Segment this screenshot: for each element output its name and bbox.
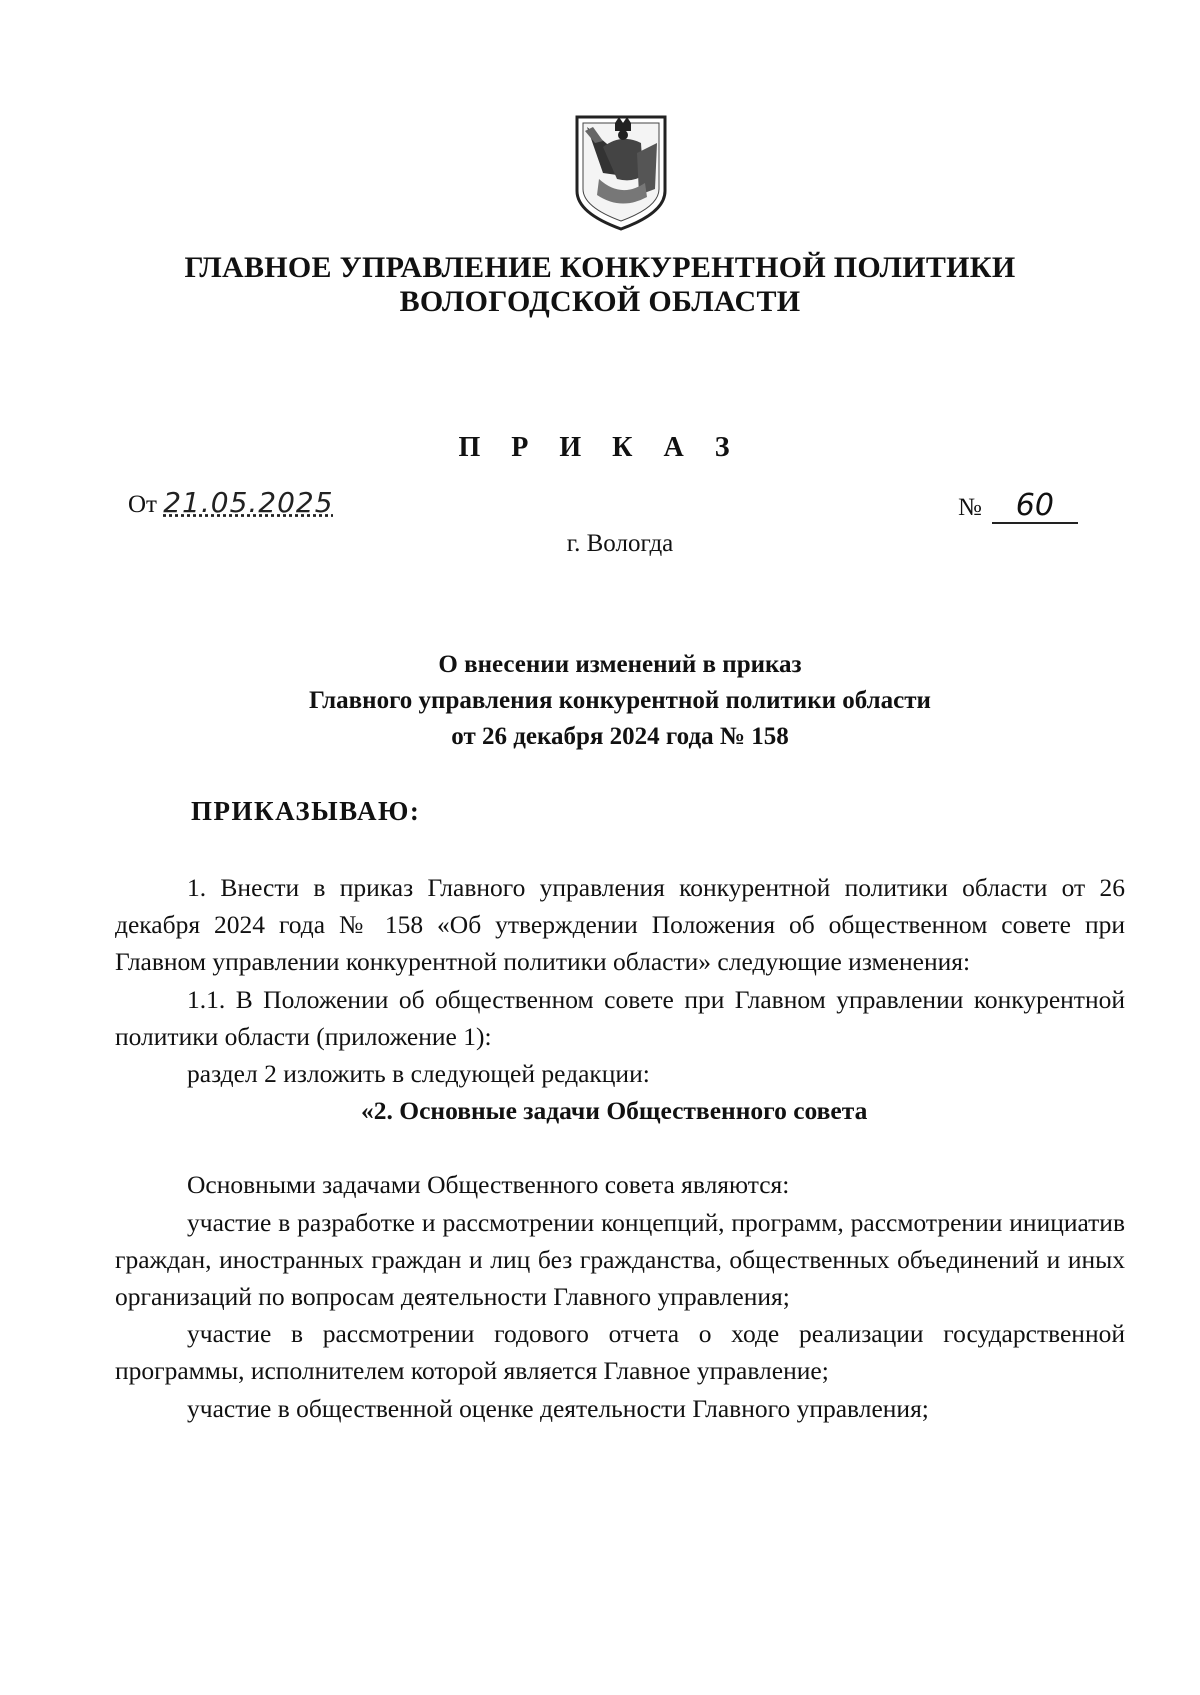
city: г. Вологда bbox=[566, 530, 674, 557]
document-type: П Р И К А З bbox=[458, 432, 742, 463]
paragraph-item-1-1: 1.1. В Положении об общественном совете при Главном управлении конкурентной политики области (приложение 1): bbox=[115, 984, 1125, 1051]
paragraph-section-2: раздел 2 изложить в следующей редакции: bbox=[187, 1059, 650, 1089]
number-row bbox=[958, 490, 1078, 524]
number-value: 60 bbox=[992, 490, 1078, 524]
document-body bbox=[115, 869, 1125, 1427]
organization-name-line2: ВОЛОГОДСКОЙ ОБЛАСТИ bbox=[399, 285, 801, 318]
title-line1: О внесении изменений в приказ bbox=[438, 651, 802, 678]
coat-of-arms-icon bbox=[573, 113, 669, 231]
title-line2: Главного управления конкурентной политики области bbox=[309, 687, 931, 714]
title-line3: от 26 декабря 2024 года № 158 bbox=[451, 723, 789, 750]
paragraph-item-1: 1. Внести в приказ Главного управления конкурентной политики области от 26 декабря 2024 года № 158 «Об утверждении Положения об общественном совете при Главном управлении конкурентной политики области» следующие изменения: bbox=[115, 873, 1125, 977]
paragraph-task-3: участие в общественной оценке деятельности Главного управления; bbox=[187, 1393, 929, 1423]
paragraph-task-1: участие в разработке и рассмотрении концепций, программ, рассмотрении инициатив граждан, иностранных граждан и лиц без гражданства, общественных объединений и иных организаций по вопросам деятельности Главного управления; bbox=[115, 1207, 1125, 1312]
date-row bbox=[128, 486, 334, 519]
date-prefix: От bbox=[128, 491, 157, 518]
date-value: 21.05.2025 bbox=[163, 486, 334, 519]
paragraph-tasks-intro: Основными задачами Общественного совета являются: bbox=[187, 1170, 790, 1200]
number-prefix: № bbox=[958, 494, 982, 521]
paragraph-task-2: участие в рассмотрении годового отчета о ходе реализации государственной программы, исполнителем которой является Главное управление; bbox=[115, 1319, 1125, 1386]
decree-word: ПРИКАЗЫВАЮ: bbox=[191, 796, 421, 826]
section-heading: «2. Основные задачи Общественного совета bbox=[361, 1096, 868, 1126]
organization-name-line1: ГЛАВНОЕ УПРАВЛЕНИЕ КОНКУРЕНТНОЙ ПОЛИТИКИ bbox=[184, 251, 1016, 284]
